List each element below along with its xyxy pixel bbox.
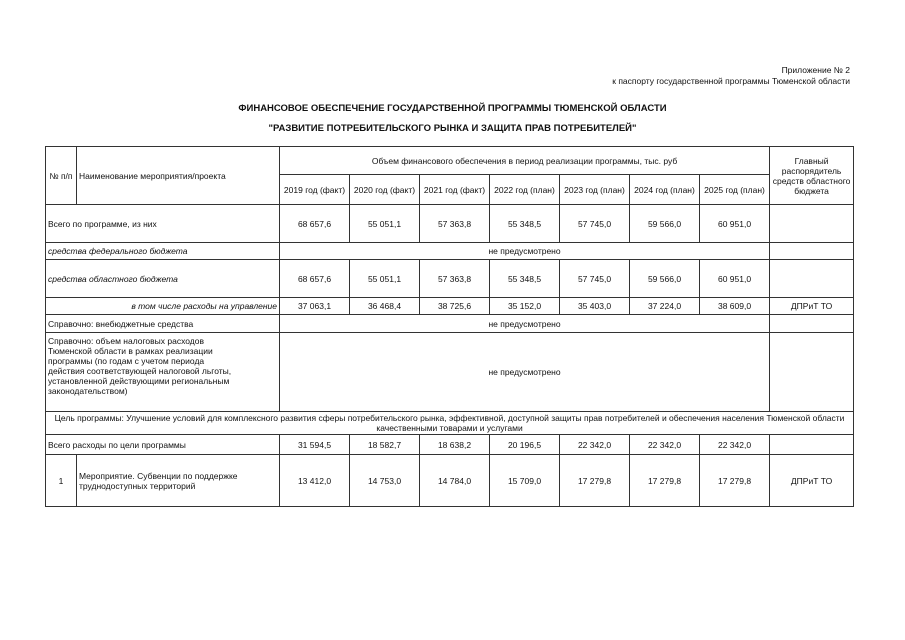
row-management [46, 298, 854, 315]
value-cell: 18 582,7 [350, 435, 420, 455]
row-label: Справочно: внебюджетные средства [46, 315, 280, 333]
manager-cell: ДПРиТ ТО [770, 455, 854, 507]
value-cell: 38 609,0 [700, 298, 770, 315]
row-label: Всего по программе, из них [46, 205, 280, 243]
not-provided-cell: не предусмотрено [280, 243, 770, 260]
value-cell: 60 951,0 [700, 205, 770, 243]
value-cell: 59 566,0 [630, 205, 700, 243]
row-label: средства федерального бюджета [46, 243, 280, 260]
header-year: 2025 год (план) [700, 175, 770, 205]
not-provided-cell: не предусмотрено [280, 333, 770, 412]
value-cell: 57 745,0 [560, 260, 630, 298]
value-cell: 31 594,5 [280, 435, 350, 455]
value-cell: 57 363,8 [420, 260, 490, 298]
row-label: Мероприятие. Субвенции по поддержке труднодоступных территорий [77, 455, 280, 507]
row-offbudget [46, 315, 854, 333]
not-provided-cell: не предусмотрено [280, 315, 770, 333]
row-regional [46, 260, 854, 298]
manager-cell [770, 243, 854, 260]
header-year: 2020 год (факт) [350, 175, 420, 205]
value-cell: 17 279,8 [630, 455, 700, 507]
row-total [46, 205, 854, 243]
manager-cell [770, 333, 854, 412]
row-tax [46, 333, 854, 412]
row-federal [46, 243, 854, 260]
appendix-note [612, 65, 850, 87]
financing-table [45, 146, 854, 507]
value-cell: 14 753,0 [350, 455, 420, 507]
row-number: 1 [46, 455, 77, 507]
appendix-line-2: к паспорту государственной программы Тюменской области [612, 76, 850, 86]
header-year: 2024 год (план) [630, 175, 700, 205]
value-cell: 18 638,2 [420, 435, 490, 455]
value-cell: 15 709,0 [490, 455, 560, 507]
row-label: в том числе расходы на управление [46, 298, 280, 315]
row-label: Справочно: объем налоговых расходов Тюменской области в рамках реализации программы (по годам с учетом периода действия соответствующей налоговой льготы, установленной действующими региональным законодательством) [46, 333, 280, 412]
value-cell: 35 403,0 [560, 298, 630, 315]
value-cell: 22 342,0 [700, 435, 770, 455]
manager-cell [770, 315, 854, 333]
value-cell: 55 051,1 [350, 260, 420, 298]
header-year: 2021 год (факт) [420, 175, 490, 205]
value-cell: 57 363,8 [420, 205, 490, 243]
row-label: Всего расходы по цели программы [46, 435, 280, 455]
header-row-1 [46, 147, 854, 175]
appendix-line-1: Приложение № 2 [781, 65, 850, 75]
value-cell: 13 412,0 [280, 455, 350, 507]
value-cell: 36 468,4 [350, 298, 420, 315]
header-year: 2022 год (план) [490, 175, 560, 205]
value-cell: 55 051,1 [350, 205, 420, 243]
document-title: ФИНАНСОВОЕ ОБЕСПЕЧЕНИЕ ГОСУДАРСТВЕННОЙ ПРОГРАММЫ ТЮМЕНСКОЙ ОБЛАСТИ [238, 103, 667, 114]
header-name: Наименование мероприятия/проекта [77, 147, 280, 205]
row-goal-total [46, 435, 854, 455]
manager-cell [770, 260, 854, 298]
value-cell: 38 725,6 [420, 298, 490, 315]
header-volume: Объем финансового обеспечения в период реализации программы, тыс. руб [280, 147, 770, 175]
value-cell: 37 063,1 [280, 298, 350, 315]
value-cell: 14 784,0 [420, 455, 490, 507]
value-cell: 60 951,0 [700, 260, 770, 298]
value-cell: 20 196,5 [490, 435, 560, 455]
value-cell: 37 224,0 [630, 298, 700, 315]
manager-cell [770, 435, 854, 455]
value-cell: 17 279,8 [560, 455, 630, 507]
value-cell: 68 657,6 [280, 205, 350, 243]
value-cell: 55 348,5 [490, 205, 560, 243]
header-num: № п/п [46, 147, 77, 205]
value-cell: 22 342,0 [560, 435, 630, 455]
row-goal [46, 412, 854, 435]
value-cell: 22 342,0 [630, 435, 700, 455]
header-year: 2023 год (план) [560, 175, 630, 205]
row-measure [46, 455, 854, 507]
value-cell: 35 152,0 [490, 298, 560, 315]
value-cell: 59 566,0 [630, 260, 700, 298]
value-cell: 68 657,6 [280, 260, 350, 298]
row-label: средства областного бюджета [46, 260, 280, 298]
manager-cell [770, 205, 854, 243]
program-goal: Цель программы: Улучшение условий для комплексного развития сферы потребительского рынка, эффективной, доступной защиты прав потребителей и обеспечения населения Тюменской области качественными товарами и услугами [46, 412, 854, 435]
header-manager: Главный распорядитель средств областного бюджета [770, 147, 854, 205]
value-cell: 17 279,8 [700, 455, 770, 507]
header-year: 2019 год (факт) [280, 175, 350, 205]
value-cell: 57 745,0 [560, 205, 630, 243]
value-cell: 55 348,5 [490, 260, 560, 298]
manager-cell: ДПРиТ ТО [770, 298, 854, 315]
document-subtitle: "РАЗВИТИЕ ПОТРЕБИТЕЛЬСКОГО РЫНКА И ЗАЩИТА ПРАВ ПОТРЕБИТЕЛЕЙ" [268, 123, 637, 134]
